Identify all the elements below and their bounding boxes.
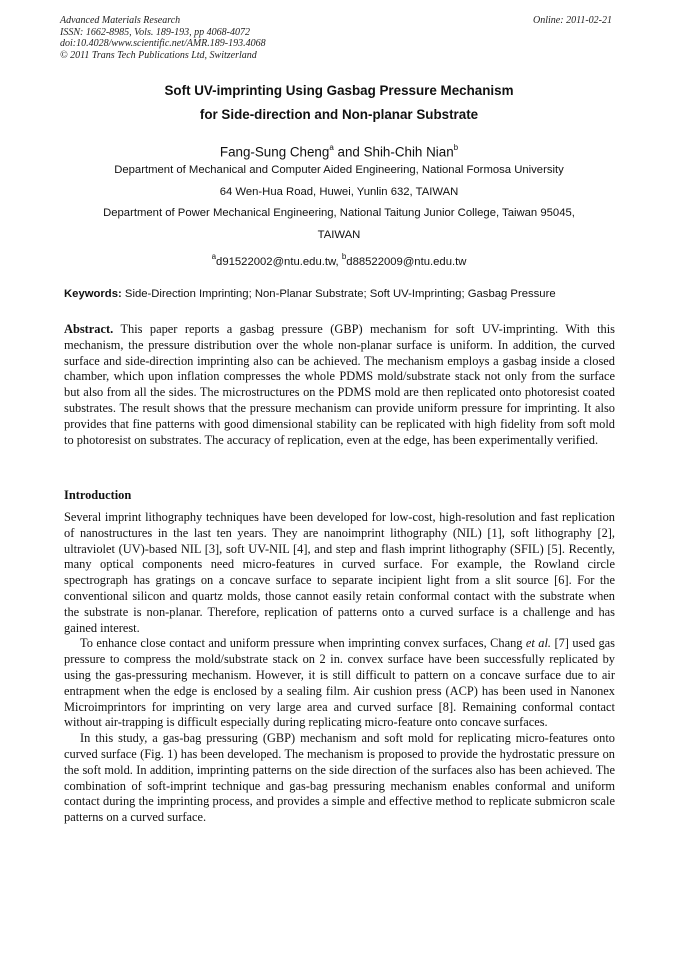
affiliation-line: 64 Wen-Hua Road, Huwei, Yunlin 632, TAIWAN — [219, 186, 459, 198]
journal-name: Advanced Materials Research — [60, 15, 181, 26]
paragraph: Several imprint lithography techniques have been developed for low-cost, high-resolution and fast replication of nanostructures in the last ten years. They are nanoimprint lithography (NIL) [1], soft lithography [2], ultraviolet (UV)-based NIL [3], soft UV-NIL [4], and step and flash imprint lithography (SFIL) [5]. Recently, many optical components need micro-features in curved surface. For example, the Rowland circle spectrograph has gratings on a concave surface to separate incipient light from a slit source [6]. For the conventional silicon and quartz molds, those cannot easily retain conformal contact with the substrate when the substrate is non-planar. Therefore, replication of patterns onto a curved surface is a challenge and has gained interest. — [64, 510, 615, 635]
email-address[interactable]: d91522002@ntu.edu.tw, — [216, 255, 342, 268]
email-line — [60, 250, 618, 270]
issn-line: ISSN: 1662-8985, Vols. 189-193, pp 4068-4072 — [60, 26, 250, 38]
author-connector: and — [333, 144, 364, 160]
online-date: Online: 2011-02-21 — [533, 15, 612, 26]
keywords-text: Side-Direction Imprinting; Non-Planar Substrate; Soft UV-Imprinting; Gasbag Pressure — [121, 288, 556, 300]
keywords — [64, 286, 620, 302]
paragraph-text: [7] used gas pressure to compress the mold/substrate stack on 2 in. convex surface have been successfully replicated by using the gas-pressuring mechanism. However, it is still difficult to pattern on a concave surface due to air entrapment when the edge is enclosed by a sealing film. Air cushion press (ACP) has been used in Nanonex Microimprintors for imprinting on very large area and curved surface [8]. Remaining conformal contact without air-trapping is difficult especially during replicating micro-feature onto concave surfaces. — [64, 636, 615, 730]
affiliation-line: TAIWAN — [317, 229, 361, 241]
section-heading-introduction: Introduction — [64, 488, 132, 502]
author-name: Shih-Chih Nian — [363, 144, 454, 160]
et-al-text: et al. — [525, 636, 552, 651]
email-address[interactable]: d88522009@ntu.edu.tw — [346, 255, 467, 268]
copyright-line: © 2011 Trans Tech Publications Ltd, Switzerland — [60, 49, 257, 61]
author-affiliation-mark: a — [329, 143, 334, 152]
publication-header — [60, 15, 266, 61]
abstract-text: This paper reports a gasbag pressure (GBP) mechanism for soft UV-imprinting. With this mechanism, the pressure distribution over the whole non-planar surface is uniform. In addition, the curved surface and side-direction imprinting also can be achieved. The mechanism employs a gasbag inside a closed chamber, which upon inflation compresses the whole PDMS mold/substrate stack not only from the surface but also from all the sides. The microstructures on the PDMS mold are then replicated onto photoresist coated substrates. The result shows that the pressure mechanism can provide uniform pressure for imprinting. It also provides that fine patterns with good dimensional stability can be replicated with high fidelity from soft mold to photoresist on substrates. The accuracy of replication, even at the edge, has been experimentally verified. — [64, 322, 615, 447]
author-list — [60, 141, 618, 160]
affiliation-line: Department of Mechanical and Computer Aided Engineering, National Formosa University — [114, 164, 564, 176]
abstract — [64, 322, 615, 448]
email-affiliation-mark: a — [211, 252, 217, 261]
paper-title-line-2: for Side-direction and Non-planar Substrate — [199, 107, 479, 122]
doi-line[interactable]: doi:10.4028/www.scientific.net/AMR.189-193.4068 — [60, 38, 266, 50]
introduction-body — [64, 510, 615, 826]
abstract-label: Abstract. — [64, 322, 114, 336]
author-name: Fang-Sung Cheng — [219, 144, 330, 160]
author-affiliation-mark: b — [453, 143, 459, 152]
paragraph — [64, 636, 615, 731]
paragraph-text: To enhance close contact and uniform pressure when imprinting convex surfaces, Chang — [80, 636, 526, 651]
paper-title-line-1: Soft UV-imprinting Using Gasbag Pressure Mechanism — [164, 83, 514, 98]
affiliation-line: Department of Power Mechanical Engineering, National Taitung Junior College, Taiwan 95045, — [103, 207, 575, 219]
email-affiliation-mark: b — [341, 252, 347, 261]
keywords-label: Keywords: — [64, 288, 122, 300]
paragraph: In this study, a gas-bag pressuring (GBP) mechanism and soft mold for replicating micro-features onto curved surface (Fig. 1) has been developed. The mechanism is proposed to provide the hydrostatic pressure on the soft mold. In addition, imprinting patterns on the side direction of the surfaces also has been achieved. The combination of soft-imprint technique and gas-bag pressuring mechanism enables conformal and uniform contact during the imprinting process, and provides a simple and effective method to replicate submicron scale patterns on a curved surface. — [64, 731, 615, 825]
